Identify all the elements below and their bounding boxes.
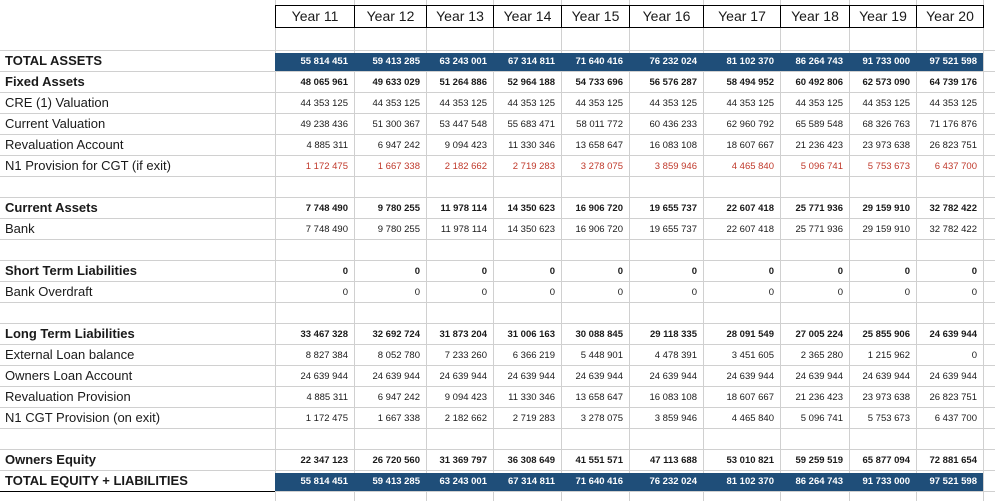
- value-cell[interactable]: 1 172 475: [305, 161, 348, 172]
- value-cell[interactable]: 0: [617, 287, 623, 298]
- value-cell[interactable]: 30 088 845: [575, 329, 623, 340]
- value-cell[interactable]: 29 118 335: [649, 329, 697, 340]
- value-cell[interactable]: 44 353 125: [575, 98, 623, 109]
- value-cell[interactable]: 71 640 416: [575, 476, 623, 487]
- value-cell[interactable]: 54 733 696: [575, 77, 623, 88]
- value-cell[interactable]: 5 753 673: [867, 161, 910, 172]
- value-cell[interactable]: 9 094 423: [444, 392, 487, 403]
- value-cell[interactable]: 71 176 876: [929, 119, 977, 130]
- value-cell[interactable]: 24 639 944: [795, 371, 843, 382]
- value-cell[interactable]: 22 607 418: [726, 224, 774, 235]
- value-cell[interactable]: 0: [904, 287, 910, 298]
- value-cell[interactable]: 62 960 792: [726, 119, 774, 130]
- year-header[interactable]: Year 20: [916, 5, 984, 28]
- year-header[interactable]: Year 13: [426, 5, 494, 28]
- gridline-row: [0, 239, 995, 240]
- value-cell[interactable]: 0: [691, 266, 697, 277]
- gridline-row: [0, 197, 995, 198]
- row-label-owners-equity: Owners Equity: [5, 452, 97, 467]
- gridline-row: [0, 428, 995, 429]
- value-cell[interactable]: 9 780 255: [377, 203, 420, 214]
- value-cell[interactable]: 6 437 700: [934, 413, 977, 424]
- value-cell[interactable]: 2 719 283: [512, 161, 555, 172]
- value-cell[interactable]: 24 639 944: [929, 329, 977, 340]
- value-cell[interactable]: 21 236 423: [795, 140, 843, 151]
- value-cell[interactable]: 24 639 944: [507, 371, 555, 382]
- value-cell[interactable]: 7 748 490: [305, 203, 348, 214]
- value-cell[interactable]: 59 259 519: [795, 455, 843, 466]
- value-cell[interactable]: 76 232 024: [649, 56, 697, 67]
- value-cell[interactable]: 11 978 114: [440, 224, 487, 235]
- value-cell[interactable]: 2 719 283: [512, 413, 555, 424]
- value-cell[interactable]: 4 885 311: [306, 140, 348, 151]
- value-cell[interactable]: 0: [691, 287, 697, 298]
- value-cell[interactable]: 14 350 623: [507, 203, 555, 214]
- value-cell[interactable]: 13 658 647: [575, 140, 623, 151]
- value-cell[interactable]: 44 353 125: [929, 98, 977, 109]
- value-cell[interactable]: 97 521 598: [929, 56, 977, 67]
- value-cell[interactable]: 5 448 901: [580, 350, 623, 361]
- value-cell[interactable]: 3 451 605: [731, 350, 774, 361]
- row-label-external-loan: External Loan balance: [5, 347, 135, 362]
- value-cell[interactable]: 81 102 370: [726, 56, 774, 67]
- total-underline: [0, 491, 275, 492]
- value-cell[interactable]: 91 733 000: [862, 56, 910, 67]
- value-cell[interactable]: 44 353 125: [300, 98, 348, 109]
- gridline-row: [0, 281, 995, 282]
- value-cell[interactable]: 0: [481, 266, 487, 277]
- value-cell[interactable]: 6 437 700: [934, 161, 977, 172]
- year-header[interactable]: Year 15: [561, 5, 630, 28]
- value-cell[interactable]: 0: [549, 266, 555, 277]
- gridline-row: [0, 218, 995, 219]
- value-cell[interactable]: 24 639 944: [300, 371, 348, 382]
- value-cell[interactable]: 0: [971, 287, 977, 298]
- value-cell[interactable]: 3 859 946: [654, 161, 697, 172]
- value-cell[interactable]: 24 639 944: [862, 371, 910, 382]
- value-cell[interactable]: 6 947 242: [377, 140, 420, 151]
- value-cell[interactable]: 24 639 944: [372, 371, 420, 382]
- value-cell[interactable]: 60 492 806: [795, 77, 843, 88]
- value-cell[interactable]: 2 365 280: [800, 350, 843, 361]
- value-cell[interactable]: 68 326 763: [862, 119, 910, 130]
- gridline-row: [0, 176, 995, 177]
- value-cell[interactable]: 60 436 233: [649, 119, 697, 130]
- value-cell[interactable]: 19 655 737: [649, 203, 697, 214]
- value-cell[interactable]: 52 964 188: [507, 77, 555, 88]
- value-cell[interactable]: 0: [768, 266, 774, 277]
- value-cell[interactable]: 0: [837, 266, 843, 277]
- value-cell[interactable]: 59 413 285: [372, 56, 420, 67]
- value-cell[interactable]: 0: [342, 266, 348, 277]
- gridline-row: [0, 155, 995, 156]
- value-cell[interactable]: 86 264 743: [795, 476, 843, 487]
- value-cell[interactable]: 25 771 936: [795, 203, 843, 214]
- value-cell[interactable]: 0: [768, 287, 774, 298]
- value-cell[interactable]: 33 467 328: [300, 329, 348, 340]
- value-cell[interactable]: 0: [549, 287, 555, 298]
- year-header[interactable]: Year 14: [493, 5, 562, 28]
- value-cell[interactable]: 3 278 075: [580, 161, 623, 172]
- value-cell[interactable]: 14 350 623: [507, 224, 555, 235]
- value-cell[interactable]: 0: [481, 287, 487, 298]
- value-cell[interactable]: 4 885 311: [306, 392, 348, 403]
- year-header[interactable]: Year 18: [780, 5, 850, 28]
- value-cell[interactable]: 32 692 724: [372, 329, 420, 340]
- value-cell[interactable]: 56 576 287: [649, 77, 697, 88]
- value-cell[interactable]: 28 091 549: [726, 329, 774, 340]
- value-cell[interactable]: 31 873 204: [439, 329, 487, 340]
- value-cell[interactable]: 47 113 688: [649, 455, 697, 466]
- value-cell[interactable]: 58 011 772: [576, 119, 623, 130]
- row-label-fixed-assets: Fixed Assets: [5, 74, 85, 89]
- value-cell[interactable]: 32 782 422: [929, 203, 977, 214]
- value-cell[interactable]: 67 314 811: [507, 476, 555, 487]
- value-cell[interactable]: 26 720 560: [372, 455, 420, 466]
- value-cell[interactable]: 0: [837, 287, 843, 298]
- value-cell[interactable]: 44 353 125: [726, 98, 774, 109]
- value-cell[interactable]: 9 780 255: [377, 224, 420, 235]
- value-cell[interactable]: 31 369 797: [439, 455, 487, 466]
- value-cell[interactable]: 48 065 961: [300, 77, 348, 88]
- value-cell[interactable]: 22 607 418: [726, 203, 774, 214]
- value-cell[interactable]: 44 353 125: [507, 98, 555, 109]
- value-cell[interactable]: 4 478 391: [654, 350, 697, 361]
- value-cell[interactable]: 4 465 840: [731, 413, 774, 424]
- value-cell[interactable]: 67 314 811: [507, 56, 555, 67]
- value-cell[interactable]: 44 353 125: [439, 98, 487, 109]
- value-cell[interactable]: 11 330 346: [508, 392, 555, 403]
- value-cell[interactable]: 2 182 662: [444, 413, 487, 424]
- value-cell[interactable]: 65 877 094: [862, 455, 910, 466]
- value-cell[interactable]: 65 589 548: [795, 119, 843, 130]
- value-cell[interactable]: 1 215 962: [867, 350, 910, 361]
- row-label-cre-valuation: CRE (1) Valuation: [5, 95, 109, 110]
- value-cell[interactable]: 24 639 944: [726, 371, 774, 382]
- row-label-n1-cgt-provision: N1 CGT Provision (on exit): [5, 410, 161, 425]
- value-cell[interactable]: 24 639 944: [649, 371, 697, 382]
- value-cell[interactable]: 0: [971, 266, 977, 277]
- value-cell[interactable]: 8 052 780: [377, 350, 420, 361]
- value-cell[interactable]: 0: [342, 287, 348, 298]
- value-cell[interactable]: 1 667 338: [377, 413, 420, 424]
- value-cell[interactable]: 25 771 936: [795, 224, 843, 235]
- gridline-row: [0, 470, 995, 471]
- row-label-current-assets: Current Assets: [5, 200, 98, 215]
- row-label-bank-overdraft: Bank Overdraft: [5, 284, 93, 299]
- value-cell[interactable]: 44 353 125: [795, 98, 843, 109]
- value-cell[interactable]: 51 264 886: [439, 77, 487, 88]
- value-cell[interactable]: 76 232 024: [649, 476, 697, 487]
- row-label-owners-loan: Owners Loan Account: [5, 368, 133, 383]
- value-cell[interactable]: 44 353 125: [862, 98, 910, 109]
- value-cell[interactable]: 2 182 662: [444, 161, 487, 172]
- row-label-total-assets: TOTAL ASSETS: [5, 53, 103, 68]
- row-label-n1-provision: N1 Provision for CGT (if exit): [5, 158, 171, 173]
- value-cell[interactable]: 64 739 176: [929, 77, 977, 88]
- value-cell[interactable]: 58 494 952: [726, 77, 774, 88]
- value-cell[interactable]: 9 094 423: [444, 140, 487, 151]
- gridline-row: [0, 407, 995, 408]
- value-cell[interactable]: 3 278 075: [580, 413, 623, 424]
- gridline-row: [0, 365, 995, 366]
- value-cell[interactable]: 0: [617, 266, 623, 277]
- row-label-revaluation-provision: Revaluation Provision: [5, 389, 131, 404]
- row-label-short-term-liabilities: Short Term Liabilities: [5, 263, 137, 278]
- value-cell[interactable]: 86 264 743: [795, 56, 843, 67]
- year-header[interactable]: Year 16: [629, 5, 704, 28]
- value-cell[interactable]: 16 906 720: [575, 203, 623, 214]
- value-cell[interactable]: 11 330 346: [508, 140, 555, 151]
- gridline-row: [0, 134, 995, 135]
- value-cell[interactable]: 72 881 654: [929, 455, 977, 466]
- value-cell[interactable]: 7 233 260: [444, 350, 487, 361]
- value-cell[interactable]: 36 308 649: [507, 455, 555, 466]
- value-cell[interactable]: 8 827 384: [305, 350, 348, 361]
- gridline-col: [983, 0, 984, 501]
- value-cell[interactable]: 0: [414, 266, 420, 277]
- value-cell[interactable]: 26 823 751: [929, 392, 977, 403]
- row-label-total-equity-liabilities: TOTAL EQUITY + LIABILITIES: [5, 473, 188, 488]
- value-cell[interactable]: 53 447 548: [439, 119, 487, 130]
- gridline-row: [0, 113, 995, 114]
- gridline-row: [0, 449, 995, 450]
- value-cell[interactable]: 44 353 125: [649, 98, 697, 109]
- value-cell[interactable]: 11 978 114: [440, 203, 487, 214]
- gridline-row: [0, 344, 995, 345]
- value-cell[interactable]: 21 236 423: [795, 392, 843, 403]
- value-cell[interactable]: 22 347 123: [300, 455, 348, 466]
- value-cell[interactable]: 97 521 598: [929, 476, 977, 487]
- value-cell[interactable]: 19 655 737: [649, 224, 697, 235]
- row-label-long-term-liabilities: Long Term Liabilities: [5, 326, 135, 341]
- value-cell[interactable]: 5 096 741: [800, 413, 843, 424]
- value-cell[interactable]: 4 465 840: [731, 161, 774, 172]
- value-cell[interactable]: 23 973 638: [862, 140, 910, 151]
- value-cell[interactable]: 29 159 910: [862, 203, 910, 214]
- value-cell[interactable]: 7 748 490: [305, 224, 348, 235]
- value-cell[interactable]: 55 683 471: [507, 119, 555, 130]
- value-cell[interactable]: 51 300 367: [372, 119, 420, 130]
- value-cell[interactable]: 0: [971, 350, 977, 361]
- value-cell[interactable]: 16 083 108: [649, 140, 697, 151]
- value-cell[interactable]: 5 753 673: [867, 413, 910, 424]
- value-cell[interactable]: 63 243 001: [439, 476, 487, 487]
- value-cell[interactable]: 81 102 370: [726, 476, 774, 487]
- row-label-bank: Bank: [5, 221, 35, 236]
- value-cell[interactable]: 71 640 416: [575, 56, 623, 67]
- gridline-row: [0, 323, 995, 324]
- value-cell[interactable]: 55 814 451: [300, 476, 348, 487]
- value-cell[interactable]: 91 733 000: [862, 476, 910, 487]
- year-header[interactable]: Year 19: [849, 5, 917, 28]
- year-header[interactable]: Year 11: [275, 5, 355, 28]
- value-cell[interactable]: 0: [904, 266, 910, 277]
- value-cell[interactable]: 23 973 638: [862, 392, 910, 403]
- value-cell[interactable]: 55 814 451: [300, 56, 348, 67]
- value-cell[interactable]: 53 010 821: [726, 455, 774, 466]
- value-cell[interactable]: 59 413 285: [372, 476, 420, 487]
- value-cell[interactable]: 18 607 667: [726, 140, 774, 151]
- gridline-row: [0, 260, 995, 261]
- value-cell[interactable]: 26 823 751: [929, 140, 977, 151]
- value-cell[interactable]: 27 005 224: [795, 329, 843, 340]
- value-cell[interactable]: 6 366 219: [512, 350, 555, 361]
- value-cell[interactable]: 62 573 090: [862, 77, 910, 88]
- gridline-row: [0, 50, 995, 51]
- gridline-row: [0, 71, 995, 72]
- value-cell[interactable]: 16 906 720: [575, 224, 623, 235]
- value-cell[interactable]: 24 639 944: [439, 371, 487, 382]
- value-cell[interactable]: 25 855 906: [862, 329, 910, 340]
- value-cell[interactable]: 13 658 647: [575, 392, 623, 403]
- value-cell[interactable]: 32 782 422: [929, 224, 977, 235]
- gridline-row: [0, 92, 995, 93]
- row-label-current-valuation: Current Valuation: [5, 116, 106, 131]
- value-cell[interactable]: 49 238 436: [300, 119, 348, 130]
- value-cell[interactable]: 3 859 946: [654, 413, 697, 424]
- value-cell[interactable]: 31 006 163: [507, 329, 555, 340]
- value-cell[interactable]: 29 159 910: [862, 224, 910, 235]
- value-cell[interactable]: 0: [414, 287, 420, 298]
- value-cell[interactable]: 41 551 571: [575, 455, 623, 466]
- value-cell[interactable]: 63 243 001: [439, 56, 487, 67]
- value-cell[interactable]: 24 639 944: [929, 371, 977, 382]
- value-cell[interactable]: 24 639 944: [575, 371, 623, 382]
- value-cell[interactable]: 5 096 741: [800, 161, 843, 172]
- value-cell[interactable]: 18 607 667: [726, 392, 774, 403]
- year-header[interactable]: Year 12: [354, 5, 427, 28]
- value-cell[interactable]: 6 947 242: [377, 392, 420, 403]
- value-cell[interactable]: 49 633 029: [372, 77, 420, 88]
- gridline-row: [0, 302, 995, 303]
- value-cell[interactable]: 44 353 125: [372, 98, 420, 109]
- value-cell[interactable]: 16 083 108: [649, 392, 697, 403]
- gridline-row: [0, 386, 995, 387]
- value-cell[interactable]: 1 172 475: [305, 413, 348, 424]
- row-label-revaluation-account: Revaluation Account: [5, 137, 124, 152]
- value-cell[interactable]: 1 667 338: [377, 161, 420, 172]
- year-header[interactable]: Year 17: [703, 5, 781, 28]
